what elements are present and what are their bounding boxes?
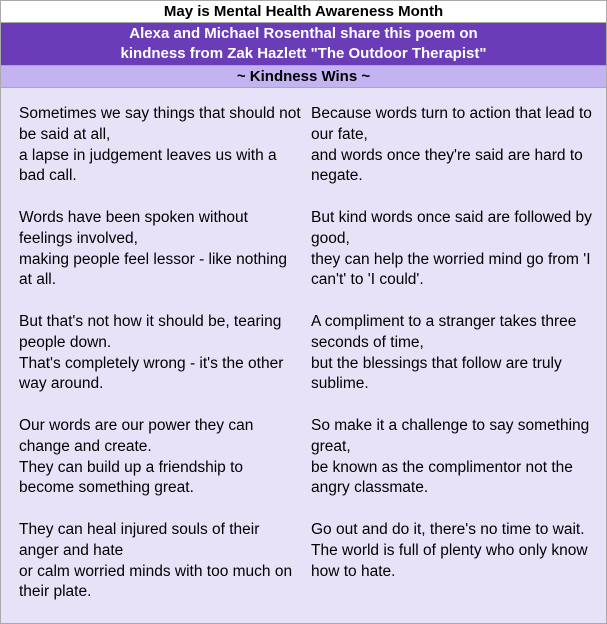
poem-line: Sometimes we say things that should not be said at all, (19, 105, 301, 143)
poem-line: be known as the complimentor not the angry classmate. (311, 458, 573, 497)
poem-body (1, 88, 606, 622)
poem-line: But kind words once said are followed by good, (311, 208, 592, 247)
subtitle-line: kindness from Zak Hazlett "The Outdoor Therapist" (120, 45, 487, 62)
poem-line: That's completely wrong - it's the other way around. (19, 354, 284, 393)
poem-title: ~ Kindness Wins ~ (1, 66, 606, 88)
subtitle-banner (1, 23, 606, 66)
poem-line: They can heal injured souls of their anger and hate (19, 520, 260, 559)
poem-line: but the blessings that follow are truly sublime. (311, 354, 562, 393)
poem-line: A compliment to a stranger takes three seconds of time, (311, 312, 577, 351)
stanza (311, 208, 593, 291)
stanza (311, 312, 593, 395)
poem-line: they can help the worried mind go from 'I can't' to 'I could'. (311, 250, 591, 289)
stanza (19, 416, 301, 499)
poem-line: and words once they're said are hard to negate. (311, 146, 583, 185)
poem-column-left (19, 104, 301, 624)
stanza (311, 520, 593, 582)
stanza (19, 520, 301, 603)
poem-line: Go out and do it, there's no time to wait. (311, 520, 585, 538)
poem-line: The world is full of plenty who only know how to hate. (311, 541, 588, 580)
stanza (311, 416, 593, 499)
poem-line: But that's not how it should be, tearing people down. (19, 312, 282, 351)
poem-line: Our words are our power they can change and create. (19, 416, 254, 455)
poem-line: Because words turn to action that lead to our fate, (311, 105, 592, 143)
poem-line: So make it a challenge to say something great, (311, 416, 590, 455)
poem-line: They can build up a friendship to become something great. (19, 458, 244, 497)
stanza (311, 104, 593, 187)
stanza (19, 208, 301, 291)
poem-line: Words have been spoken without feelings involved, (19, 208, 248, 247)
poem-line: making people feel lessor - like nothing at all. (19, 250, 287, 289)
stanza (19, 104, 301, 187)
poem-column-right (311, 104, 593, 603)
stanza (19, 312, 301, 395)
page-title: May is Mental Health Awareness Month (1, 1, 606, 23)
subtitle-line: Alexa and Michael Rosenthal share this poem on (129, 25, 478, 42)
poem-line: or calm worried minds with too much on their plate. (19, 562, 293, 601)
poem-line: a lapse in judgement leaves us with a bad call. (19, 146, 277, 185)
